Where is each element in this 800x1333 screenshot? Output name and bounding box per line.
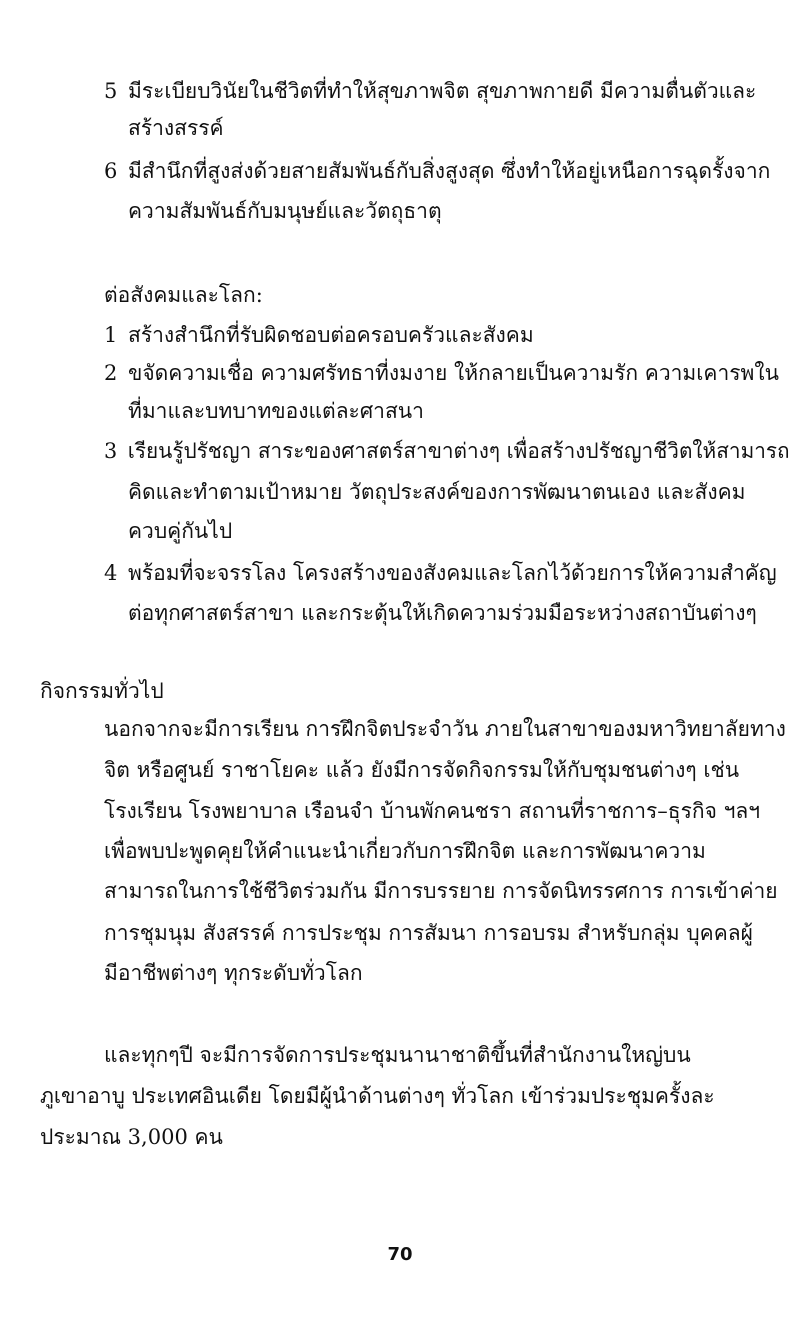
activities-paragraph-line-2: จิต หรือศูนย์ ราชาโยคะ แล้ว ยังมีการจัดกิจกรรมให้กับชุมชนต่างๆ เช่น: [104, 758, 740, 782]
list-item-6-line-1: [104, 156, 770, 186]
list-item-number: 4: [104, 561, 118, 585]
list-item-6-line-2: ความสัมพันธ์กับมนุษย์และวัตถุธาตุ: [128, 199, 442, 223]
society-item-2-line-2: ที่มาและบทบาทของแต่ละศาสนา: [128, 399, 424, 423]
conference-paragraph-line-1: และทุกๆปี จะมีการจัดการประชุมนานาชาติขึ้นที่สำนักงานใหญ่บน: [104, 1043, 691, 1067]
list-item-text: มีสำนึกที่สูงส่งด้วยสายสัมพันธ์กับสิ่งสูงสุด ซึ่งทำให้อยู่เหนือการฉุดรั้งจาก: [128, 159, 771, 183]
society-item-4-line-2: ต่อทุกศาสตร์สาขา และกระตุ้นให้เกิดความร่วมมือระหว่างสถาบันต่างๆ: [128, 601, 757, 625]
list-item-text: เรียนรู้ปรัชญา สาระของศาสตร์สาขาต่างๆ เพื่อสร้างปรัชญาชีวิตให้สามารถ: [127, 439, 790, 463]
activities-paragraph-line-5: สามารถในการใช้ชีวิตร่วมกัน มีการบรรยาย การจัดนิทรรศการ การเข้าค่าย: [104, 879, 778, 903]
list-item-number: 6: [104, 159, 118, 183]
society-item-3-line-1: [104, 436, 790, 466]
list-item-number: 1: [104, 323, 118, 347]
activities-paragraph-line-1: นอกจากจะมีการเรียน การฝึกจิตประจำวัน ภายในสาขาของมหาวิทยาลัยทาง: [104, 717, 786, 741]
conference-paragraph-line-2: ภูเขาอาบู ประเทศอินเดีย โดยมีผู้นำด้านต่างๆ ทั่วโลก เข้าร่วมประชุมครั้งละ: [40, 1084, 715, 1108]
list-item-text: มีระเบียบวินัยในชีวิตที่ทำให้สุขภาพจิต สุขภาพกายดี มีความตื่นตัวและ: [128, 79, 757, 103]
list-item-number: 3: [104, 439, 118, 463]
activities-heading: กิจกรรมทั่วไป: [40, 679, 164, 703]
society-item-1-line-1: [104, 320, 534, 350]
list-item-number: 2: [104, 361, 118, 385]
society-item-4-line-1: [104, 558, 777, 588]
society-item-3-line-3: ควบคู่กันไป: [128, 519, 233, 543]
conference-paragraph-line-3: ประมาณ 3,000 คน: [40, 1125, 223, 1149]
list-item-text: พร้อมที่จะจรรโลง โครงสร้างของสังคมและโลกไว้ด้วยการให้ความสำคัญ: [128, 561, 777, 585]
page-number: 70: [387, 1244, 413, 1265]
activities-paragraph-line-6: การชุมนุม สังสรรค์ การประชุม การสัมนา การอบรม สำหรับกลุ่ม บุคคลผู้: [104, 921, 753, 945]
activities-paragraph-line-3: โรงเรียน โรงพยาบาล เรือนจำ บ้านพักคนชรา สถานที่ราชการ–ธุรกิจ ฯลฯ: [104, 799, 761, 823]
list-item-text: สร้างสำนึกที่รับผิดชอบต่อครอบครัวและสังคม: [128, 323, 534, 347]
list-item-5-line-1: [104, 76, 756, 106]
list-item-text: ขจัดความเชื่อ ความศรัทธาที่งมงาย ให้กลายเป็นความรัก ความเคารพใน: [128, 361, 779, 385]
list-item-number: 5: [104, 79, 118, 103]
activities-paragraph-line-7: มีอาชีพต่างๆ ทุกระดับทั่วโลก: [104, 961, 363, 985]
list-item-5-line-2: สร้างสรรค์: [128, 116, 224, 140]
activities-paragraph-line-4: เพื่อพบปะพูดคุยให้คำแนะนำเกี่ยวกับการฝึกจิต และการพัฒนาความ: [104, 839, 706, 863]
society-heading: ต่อสังคมและโลก:: [104, 283, 263, 307]
society-item-3-line-2: คิดและทำตามเป้าหมาย วัตถุประสงค์ของการพัฒนาตนเอง และสังคม: [128, 480, 746, 504]
society-item-2-line-1: [104, 358, 779, 388]
